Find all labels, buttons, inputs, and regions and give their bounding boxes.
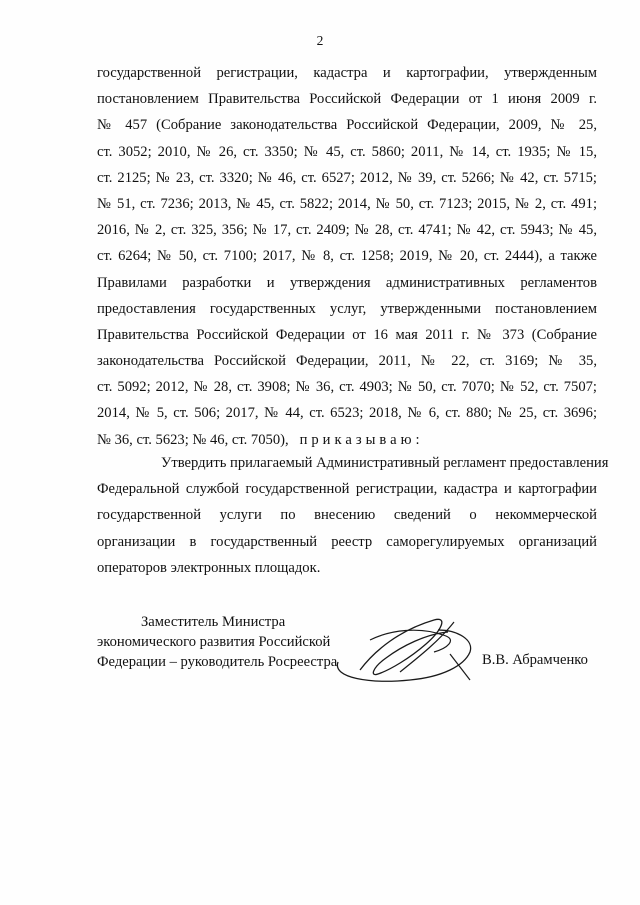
text-line: 2014, № 5, ст. 506; 2017, № 44, ст. 6523; 2018, № 6, ст. 880; № 25, ст. 3696; (97, 405, 597, 422)
order-word: приказываю: (299, 431, 424, 448)
text-line: предоставления государственных услуг, утвержденными постановлением (97, 300, 597, 317)
text-line: ст. 3052; 2010, № 26, ст. 3350; № 45, ст. 5860; 2011, № 14, ст. 1935; № 15, (97, 143, 597, 160)
text-line: Утвердить прилагаемый Административный регламент предоставления (161, 455, 609, 471)
text-line: № 457 (Собрание законодательства Российской Федерации, 2009, № 25, (97, 117, 597, 134)
text-line: законодательства Российской Федерации, 2011, № 22, ст. 3169; № 35, (97, 353, 597, 370)
text-line: ст. 5092; 2012, № 28, ст. 3908; № 36, ст. 4903; № 50, ст. 7070; № 52, ст. 7507; (97, 379, 597, 396)
text-line: организации в государственный реестр саморегулируемых организаций (97, 533, 597, 550)
page-number: 2 (316, 33, 324, 48)
signatory-title-line: Федерации – руководитель Росреестра (97, 654, 338, 670)
text-line (97, 427, 597, 453)
text-line: 2016, № 2, ст. 325, 356; № 17, ст. 2409; № 28, ст. 4741; № 42, ст. 5943; № 45, (97, 222, 597, 239)
text-line: постановлением Правительства Российской Федерации от 1 июня 2009 г. (97, 91, 597, 108)
signatory-title-line: экономического развития Российской (97, 634, 331, 650)
order-paragraph (97, 450, 609, 581)
preamble-paragraph (97, 60, 597, 453)
signatory-title (97, 612, 337, 672)
text-line: ст. 2125; № 23, ст. 3320; № 46, ст. 6527; 2012, № 39, ст. 5266; № 42, ст. 5715; (97, 169, 597, 186)
text-line: Правилами разработки и утверждения административных регламентов (97, 274, 597, 291)
text-line-content: № 36, ст. 5623; № 46, ст. 7050), (97, 431, 289, 448)
text-line: государственной услуги по внесению сведений о некоммерческой (97, 507, 597, 524)
text-line: операторов электронных площадок. (97, 559, 321, 576)
text-line: № 51, ст. 7236; 2013, № 45, ст. 5822; 2014, № 50, ст. 7123; 2015, № 2, ст. 491; (97, 195, 597, 212)
text-line: ст. 6264; № 50, ст. 7100; 2017, № 8, ст. 1258; 2019, № 20, ст. 2444), а также (97, 248, 597, 265)
text-line: Федеральной службой государственной регистрации, кадастра и картографии (97, 481, 597, 498)
handwritten-signature-icon (330, 600, 480, 690)
text-line: Правительства Российской Федерации от 16 мая 2011 г. № 373 (Собрание (97, 326, 597, 343)
text-line: государственной регистрации, кадастра и картографии, утвержденным (97, 65, 597, 81)
signatory-title-line: Заместитель Министра (141, 614, 286, 630)
signer-name: В.В. Абрамченко (482, 652, 588, 668)
